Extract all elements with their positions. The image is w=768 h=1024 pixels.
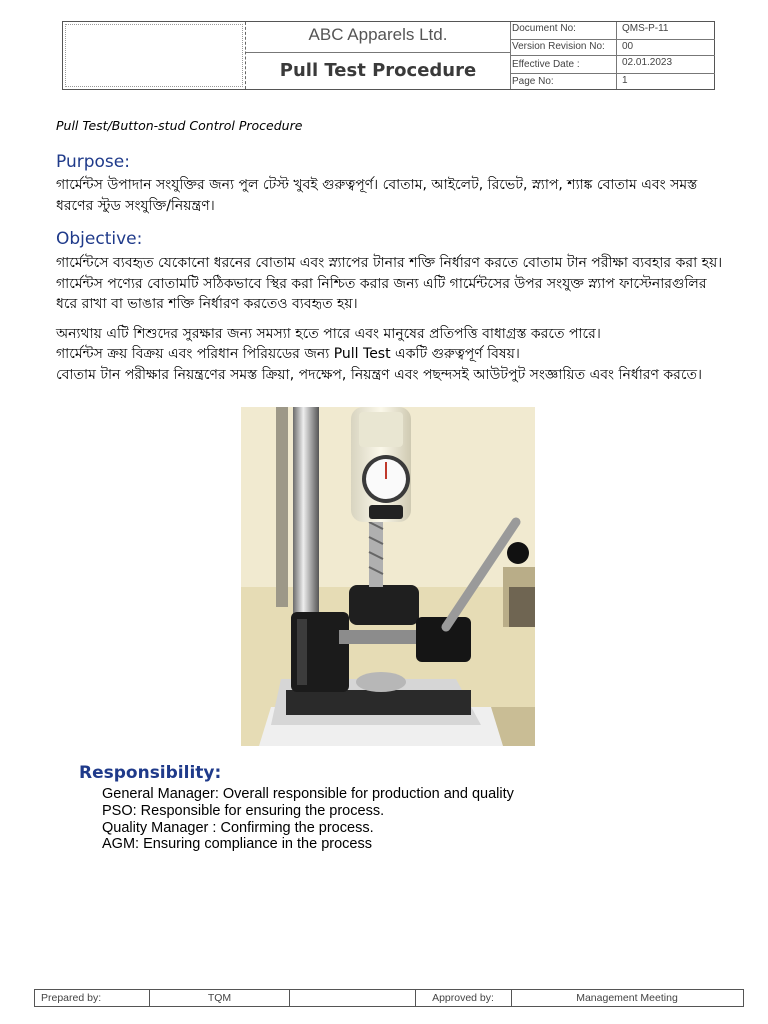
objective-line-2: গার্মেন্টস ক্রয় বিক্রয় এবং পরিধান পিরিয়ডের জন্য Pull Test একটি গুরুত্বপূর্ণ বিষয়। [56,346,520,362]
meta-version [511,40,715,56]
list-item: AGM: Ensuring compliance in the process [102,836,372,853]
meta-value: QMS-P-11 [622,23,669,34]
meta-value: 02.01.2023 [622,57,673,68]
document-title: Pull Test Procedure [279,60,477,81]
company-name: ABC Apparels Ltd. [246,22,510,53]
meta-effective-date [511,56,715,74]
logo-placeholder [63,22,246,89]
meta-value: 1 [622,75,628,86]
meta-page-no [511,74,715,89]
meta-document-no [511,22,715,40]
objective-paragraph: গার্মেন্টসে ব্যবহৃত যেকোনো ধরনের বোতাম এবং স্ন্যাপের টানার শক্তি নির্ধারণ করতে বোতাম টান পরীক্ষা ব্যবহার করা হয়। গার্মেন্টস পণ্যের বোতামটি সঠিকভাবে স্থির করা নিশ্চিত করার জন্য এটি গার্মেন্টসের উপর সংযুক্ত স্ন্যাপ ফাস্টেনারগুলির ধরে রাখা বা ভাঙার শক্তি নির্ধারণ করতেও ব্যবহৃত হয়। [56,255,723,312]
meta-value: 00 [622,41,634,52]
meta-label: Effective Date : [512,59,580,70]
responsibility-list [102,786,514,853]
procedure-subtitle: Pull Test/Button-stud Control Procedure [56,118,303,133]
objective-heading: Objective: [56,229,143,249]
meta-label: Document No: [512,23,576,34]
meta-label: Version Revision No: [512,41,605,52]
responsibility-heading: Responsibility: [79,763,222,783]
meta-label: Page No: [512,76,554,87]
document-footer-table [34,989,744,1007]
approved-by-label: Approved by: [415,990,512,1006]
list-item: PSO: Responsible for ensuring the process. [102,802,385,819]
objective-line-3: বোতাম টান পরীক্ষার নিয়ন্ত্রণের সমস্ত ক্রিয়া, পদক্ষেপ, নিয়ন্ত্রণ এবং পছন্দসই আউটপুট সংজ্ঞায়িত এবং নির্ধারণ করতে। [56,367,703,383]
prepared-by-label: Prepared by: [35,990,150,1006]
objective-line-1: অন্যথায় এটি শিশুদের সুরক্ষার জন্য সমস্যা হতে পারে এবং মানুষের প্রতিপত্তি বাধাগ্রস্ত করতে পারে। [56,326,601,342]
pull-test-machine-illustration [241,407,535,746]
prepared-by-value: TQM [150,990,290,1006]
pull-test-machine-photo [241,407,535,746]
purpose-heading: Purpose: [56,152,130,172]
blank-cell [289,990,416,1006]
list-item: Quality Manager : Confirming the process. [102,819,374,836]
document-header-table [62,21,715,90]
document-meta [510,22,715,89]
purpose-text: গার্মেন্টস উপাদান সংযুক্তির জন্য পুল টেস্ট খুবই গুরুত্বপূর্ণ। বোতাম, আইলেট, রিভেট, স্ন্যাপ, শ্যাঙ্ক বোতাম এবং সমস্ত ধরণের স্টুড সংযুক্তি/নিয়ন্ত্রণ। [56,177,698,214]
approved-by-value: Management Meeting [576,992,678,1004]
list-item: General Manager: Overall responsible for production and quality [102,786,514,802]
